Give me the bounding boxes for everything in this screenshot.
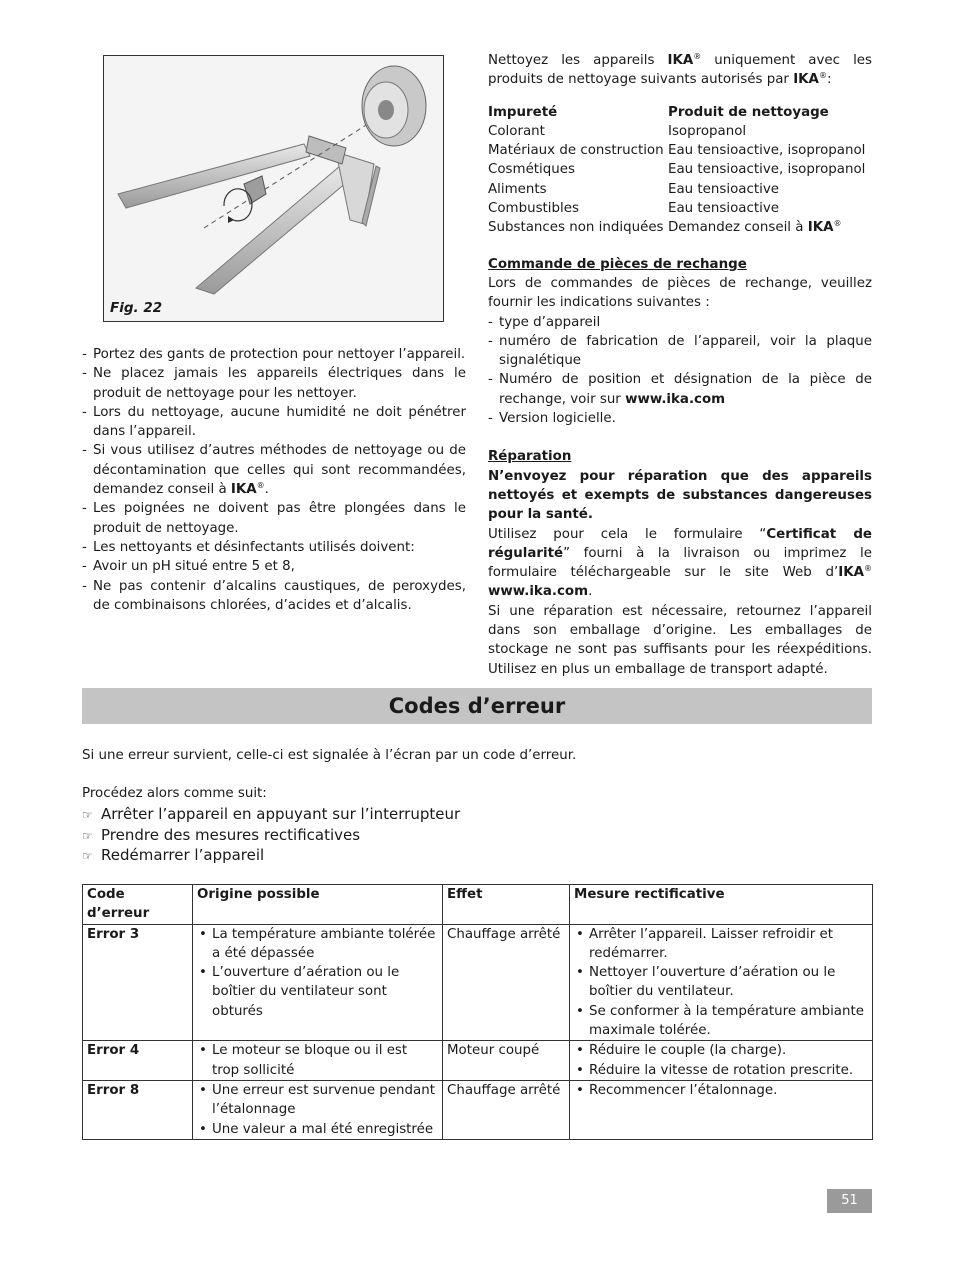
list-text: Version logicielle. (499, 411, 616, 427)
procedure-step (82, 826, 460, 847)
effect-cell: Moteur coupé (443, 1041, 570, 1081)
bullet: • (576, 965, 584, 981)
text-part: ” fourni à la livraison ou imprimez le formulaire téléchargeable sur le site Web d’ (488, 545, 872, 581)
step-text: Arrêter l’appareil en appuyant sur l’interrupteur (101, 805, 461, 823)
list-item (82, 577, 466, 616)
header-error-code: Code d’erreur (83, 885, 193, 925)
bullet-item (574, 1081, 868, 1100)
text-part: Numéro de position et désignation de la pièce de rechange, voir sur (499, 372, 872, 407)
list-item (82, 441, 466, 499)
impurity-cell: Combustibles (488, 201, 579, 217)
registered-mark: ® (864, 564, 872, 574)
impurity-cell: Cosmétiques (488, 162, 575, 178)
origin-cell (193, 1041, 443, 1081)
bullet: • (199, 965, 207, 981)
impurity-cell: Colorant (488, 123, 545, 139)
cleaning-table-row (488, 218, 872, 237)
header-product: Produit de nettoyage (668, 104, 829, 120)
measure-cell (570, 1080, 873, 1139)
text-part: . (588, 584, 593, 600)
website-link[interactable]: www.ika.com (625, 391, 726, 407)
list-dash: - (82, 404, 87, 420)
bullet-text: Réduire la vitesse de rotation prescrite. (589, 1062, 854, 1078)
list-item (488, 332, 872, 371)
cleaning-instructions-list (82, 345, 466, 615)
bullet: • (576, 1003, 584, 1019)
registered-mark: ® (818, 71, 827, 81)
table-row (83, 1080, 873, 1139)
page-number: 51 (827, 1189, 872, 1213)
procedure-step (82, 805, 460, 826)
bullet-text: Nettoyer l’ouverture d’aération ou le boîtier du ventilateur. (589, 965, 836, 1000)
list-text: Avoir un pH situé entre 5 et 8, (93, 559, 295, 575)
pointing-hand-icon: ☞ (82, 828, 93, 843)
list-dash: - (82, 578, 87, 594)
bullet-item (197, 963, 438, 1021)
form-name: Certificat de régularité (488, 526, 872, 561)
list-item (82, 499, 466, 538)
bullet-text: Se conformer à la température ambiante maximale tolérée. (589, 1003, 864, 1039)
bullet-item (574, 963, 868, 1002)
bullet-text: Une erreur est survenue pendant l’étalonnage (212, 1082, 435, 1118)
error-code-cell: Error 3 (83, 924, 193, 1041)
measure-cell (570, 924, 873, 1041)
registered-mark: ® (693, 52, 702, 61)
text-part: Nettoyez les appareils (488, 53, 668, 68)
right-column (488, 51, 872, 679)
table-row (83, 924, 873, 1041)
bullet-item (197, 1120, 438, 1139)
bullet-text: Recommencer l’étalonnage. (589, 1082, 778, 1098)
list-text-part: Si vous utilisez d’autres méthodes de nettoyage ou de décontamination que celles qui sont recommandées, demandez conseil à (93, 443, 466, 498)
list-text (499, 370, 872, 409)
figure-22 (103, 55, 444, 322)
list-item (488, 313, 872, 332)
step-text: Redémarrer l’appareil (101, 846, 265, 864)
text-part: uniquement avec les produits de nettoyage suivants autorisés par (488, 53, 873, 88)
product-cell: Eau tensioactive (668, 201, 779, 217)
list-item (488, 409, 872, 428)
list-text: Ne placez jamais les appareils électriques dans le produit de nettoyage pour les nettoyer. (93, 366, 466, 401)
list-item (82, 557, 466, 576)
cleaning-table-row (488, 180, 872, 199)
bullet-text: Réduire le couple (la charge). (589, 1043, 787, 1059)
procedure-intro: Procédez alors comme suit: (82, 786, 267, 801)
procedure-step (82, 846, 460, 867)
brand-name: IKA (667, 53, 694, 68)
list-text: type d’appareil (499, 314, 601, 330)
product-cell: Isopropanol (668, 123, 747, 139)
text-part: Utilisez pour cela le formulaire “ (488, 526, 767, 542)
bullet: • (576, 1043, 584, 1059)
text-part: Demandez conseil à (668, 220, 808, 236)
error-codes-table (82, 884, 873, 1140)
list-text: Les nettoyants et désinfectants utilisés doivent: (93, 539, 415, 555)
list-item (82, 345, 466, 364)
spare-parts-intro: Lors de commandes de pièces de rechange, veuillez fournir les indications suivantes : (488, 275, 872, 311)
website-link[interactable]: www.ika.com (488, 584, 589, 600)
section-title: Codes d’erreur (388, 694, 566, 718)
repair-title: Réparation (488, 449, 572, 465)
bullet: • (576, 926, 584, 942)
list-dash: - (488, 314, 493, 330)
bullet-text: L’ouverture d’aération ou le boîtier du ventilateur sont obturés (212, 965, 400, 1019)
list-item (82, 538, 466, 557)
bullet-item (574, 925, 868, 964)
product-cell: Eau tensioactive, isopropanol (668, 143, 866, 159)
table-row (83, 1041, 873, 1081)
cleaning-table-header (488, 103, 872, 122)
list-item (82, 403, 466, 442)
bullet-item (574, 1061, 868, 1080)
list-text: Ne pas contenir d’alcalins caustiques, de peroxydes, de combinaisons chlorées, d’acides et d’alcalis. (93, 578, 466, 613)
list-dash: - (82, 366, 87, 382)
repair-paragraph-1 (488, 525, 872, 602)
origin-cell (193, 924, 443, 1041)
bullet-item (197, 925, 438, 964)
impurity-cell: Matériaux de construction (488, 143, 664, 159)
cleaning-intro (488, 51, 872, 90)
text-part: : (826, 72, 832, 88)
list-text-part: . (264, 482, 269, 498)
stirrer-illustration (104, 56, 443, 321)
header-corrective-measure: Mesure rectificative (570, 885, 873, 925)
origin-cell (193, 1080, 443, 1139)
list-text: numéro de fabrication de l’appareil, voir la plaque signalétique (499, 333, 872, 369)
product-cell (668, 218, 872, 237)
brand-name: IKA (838, 565, 864, 581)
registered-mark: ® (256, 481, 265, 491)
product-cell: Eau tensioactive (668, 181, 779, 197)
step-text: Prendre des mesures rectificatives (101, 825, 361, 844)
cleaning-table-row (488, 141, 872, 160)
list-dash: - (82, 539, 87, 555)
bullet-item (197, 1041, 438, 1080)
brand-name: IKA (230, 482, 257, 498)
effect-cell: Chauffage arrêté (443, 1080, 570, 1139)
bullet-item (197, 1081, 438, 1120)
cleaning-table-row (488, 160, 872, 179)
repair-paragraph-2: Si une réparation est nécessaire, retournez l’appareil dans son emballage d’origine. Les emballages de stockage ne sont pas suffisants pour les réexpéditions. Utilisez en plus un emballage de transport adapté. (488, 603, 872, 677)
header-effect: Effet (443, 885, 570, 925)
bullet-text: Le moteur se bloque ou il est trop sollicité (212, 1043, 408, 1078)
error-code-cell: Error 8 (83, 1080, 193, 1139)
bullet-text: Arrêter l’appareil. Laisser refroidir et redémarrer. (589, 926, 834, 961)
registered-mark: ® (833, 219, 842, 229)
list-text: Les poignées ne doivent pas être plongées dans le produit de nettoyage. (93, 501, 466, 536)
list-item (82, 364, 466, 403)
list-dash: - (82, 443, 87, 459)
measure-cell (570, 1041, 873, 1081)
bullet: • (199, 1121, 207, 1137)
bullet-item (574, 1041, 868, 1060)
product-cell: Eau tensioactive, isopropanol (668, 162, 866, 178)
list-dash: - (488, 333, 493, 349)
header-impurity: Impureté (488, 104, 558, 120)
list-text: Portez des gants de protection pour nettoyer l’appareil. (93, 347, 466, 362)
bullet-text: Une valeur a mal été enregistrée (212, 1121, 434, 1137)
bullet: • (576, 1062, 584, 1078)
effect-cell: Chauffage arrêté (443, 924, 570, 1041)
bullet: • (576, 1082, 584, 1098)
figure-label: Fig. 22 (110, 300, 163, 316)
error-intro: Si une erreur survient, celle-ci est signalée à l’écran par un code d’erreur. (82, 748, 577, 763)
cleaning-table-row (488, 122, 872, 141)
list-item (488, 370, 872, 409)
pointing-hand-icon: ☞ (82, 808, 93, 822)
brand-name: IKA (807, 220, 834, 236)
list-dash: - (82, 559, 87, 575)
bullet: • (199, 926, 207, 942)
error-code-cell: Error 4 (83, 1041, 193, 1081)
bullet-item (574, 1002, 868, 1041)
impurity-cell: Aliments (488, 181, 547, 197)
list-dash: - (488, 372, 493, 388)
list-dash: - (82, 501, 87, 517)
brand-name: IKA (793, 72, 819, 88)
list-text: Lors du nettoyage, aucune humidité ne doit pénétrer dans l’appareil. (93, 404, 466, 440)
impurity-cell: Substances non indiquées (488, 220, 664, 236)
section-header-bar (82, 688, 872, 724)
bullet: • (199, 1043, 207, 1059)
cleaning-table-row (488, 199, 872, 218)
pointing-hand-icon: ☞ (82, 849, 93, 863)
procedure-steps (82, 805, 460, 867)
list-dash: - (82, 347, 87, 362)
bullet-text: La température ambiante tolérée a été dépassée (212, 926, 436, 961)
header-possible-origin: Origine possible (193, 885, 443, 925)
spare-parts-title: Commande de pièces de rechange (488, 256, 747, 272)
table-header-row (83, 885, 873, 925)
list-dash: - (488, 411, 493, 427)
list-text (93, 441, 466, 499)
bullet: • (199, 1082, 207, 1098)
repair-warning: N’envoyez pour réparation que des appareils nettoyés et exempts de substances dangereuses pour la santé. (488, 468, 872, 523)
